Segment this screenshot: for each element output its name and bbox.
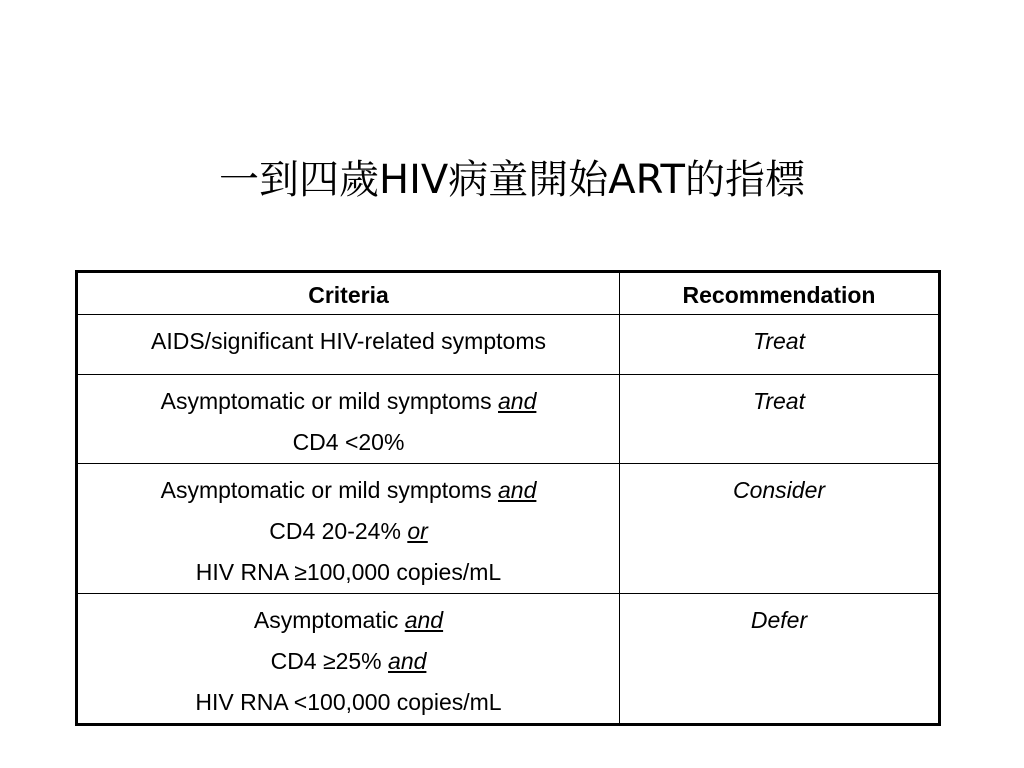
criteria-line — [86, 470, 611, 511]
recommendation-cell — [620, 375, 940, 464]
conjunction-text: and — [388, 648, 427, 674]
criteria-line — [86, 381, 611, 422]
header-criteria: Criteria — [77, 272, 620, 315]
recommendation-text: Consider — [732, 477, 826, 503]
slide-title — [0, 150, 1024, 210]
criteria-text: CD4 ≥25% — [270, 648, 389, 674]
header-recommendation: Recommendation — [620, 272, 940, 315]
criteria-text: CD4 <20% — [292, 429, 405, 455]
table-header-row — [77, 272, 940, 315]
table-row — [77, 375, 940, 464]
criteria-text: HIV RNA <100,000 copies/mL — [195, 689, 502, 715]
title-chinese-3: 的指標 — [684, 157, 805, 203]
criteria-table — [75, 270, 941, 726]
criteria-text: Asymptomatic or mild symptoms — [160, 388, 499, 414]
criteria-cell — [77, 594, 620, 725]
table-row — [77, 594, 940, 725]
title-hiv: HIV — [379, 157, 449, 203]
criteria-text: Asymptomatic — [253, 607, 405, 633]
criteria-line — [86, 600, 611, 641]
title-chinese-1: 一到四歲 — [219, 157, 380, 203]
criteria-cell — [77, 315, 620, 375]
recommendation-text: Defer — [750, 607, 808, 633]
criteria-line — [86, 641, 611, 682]
criteria-line — [86, 511, 611, 552]
criteria-line — [86, 321, 611, 362]
recommendation-text: Treat — [753, 388, 805, 414]
criteria-line — [86, 422, 611, 463]
criteria-text: HIV RNA ≥100,000 copies/mL — [195, 559, 502, 585]
criteria-text: AIDS/significant HIV-related symptoms — [151, 328, 546, 354]
title-chinese-2: 病童開始 — [448, 157, 609, 203]
table-row — [77, 464, 940, 594]
criteria-cell — [77, 464, 620, 594]
criteria-line — [86, 552, 611, 593]
recommendation-cell — [620, 315, 940, 375]
conjunction-text: and — [404, 607, 444, 633]
table-row — [77, 315, 940, 375]
title-art: ART — [608, 157, 685, 203]
conjunction-text: or — [407, 518, 428, 544]
conjunction-text: and — [498, 388, 537, 414]
criteria-text: Asymptomatic or mild symptoms — [160, 477, 499, 503]
recommendation-text: Treat — [753, 328, 805, 354]
recommendation-cell — [620, 464, 940, 594]
criteria-text: CD4 20-24% — [269, 518, 408, 544]
criteria-line — [86, 682, 611, 723]
recommendation-cell — [620, 594, 940, 725]
conjunction-text: and — [498, 477, 537, 503]
criteria-cell — [77, 375, 620, 464]
